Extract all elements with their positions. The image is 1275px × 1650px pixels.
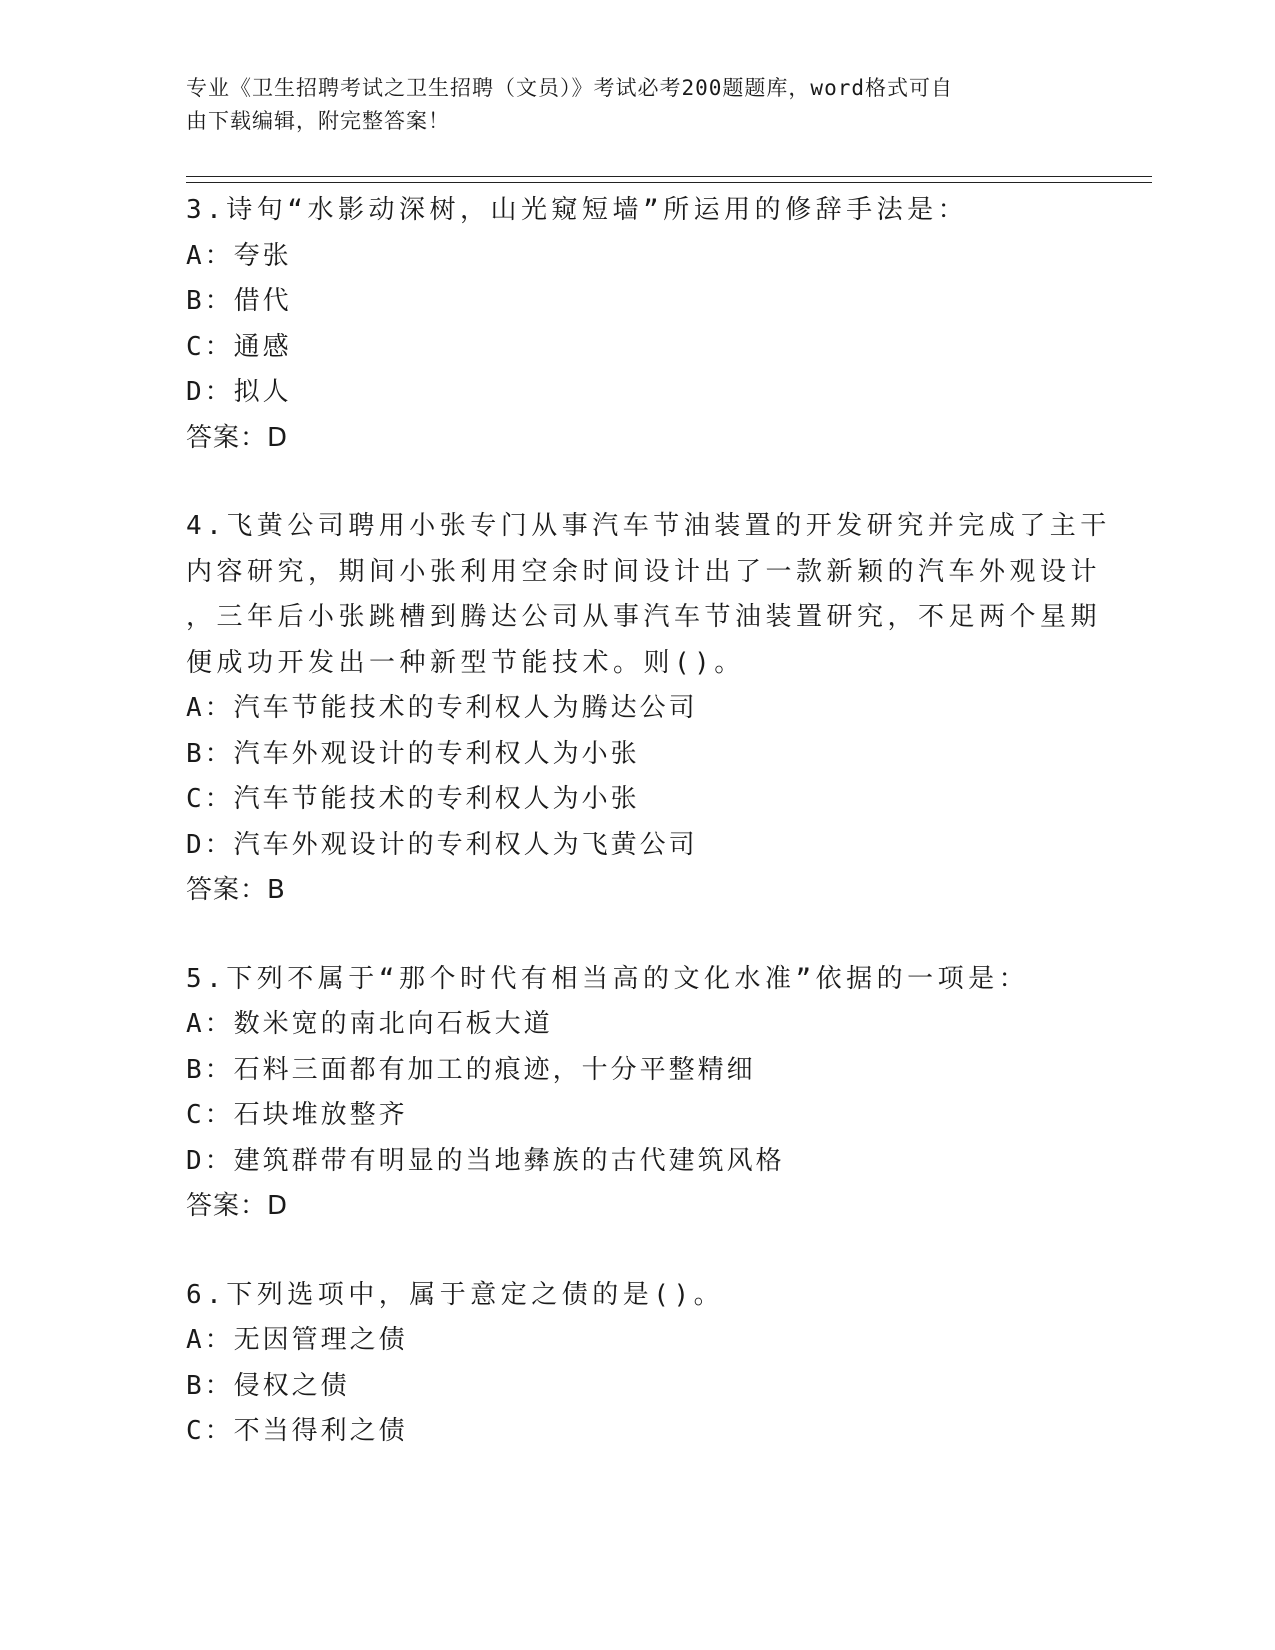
option-c: C：通感	[186, 331, 292, 362]
question-4	[186, 504, 1111, 914]
question-6	[186, 1273, 1086, 1455]
option-b: B：汽车外观设计的专利权人为小张	[186, 738, 640, 769]
option-b: B：借代	[186, 286, 292, 316]
question-text	[186, 504, 1111, 686]
question-line: 6.下列选项中，属于意定之债的是()。	[186, 1279, 725, 1310]
header-divider-bottom	[186, 182, 1152, 183]
answer-line: 答案：B	[186, 875, 286, 905]
question-5	[186, 957, 1086, 1230]
question-text	[186, 188, 1086, 234]
spacer	[186, 461, 1086, 504]
option-b: B：侵权之债	[186, 1370, 350, 1401]
option-d: D：建筑群带有明显的当地彝族的古代建筑风格	[186, 1145, 785, 1176]
option-a: A：夸张	[186, 240, 292, 271]
question-line: 3.诗句“水影动深树，山光窥短墙”所运用的修辞手法是：	[186, 195, 969, 225]
header-line-1: 专业《卫生招聘考试之卫生招聘（文员）》考试必考200题题库，word格式可自	[186, 76, 953, 100]
option-c: C：不当得利之债	[186, 1416, 408, 1446]
spacer	[186, 914, 1086, 957]
option-a: A：无因管理之债	[186, 1325, 408, 1355]
option-c: C：汽车节能技术的专利权人为小张	[186, 784, 640, 814]
option-d: D：汽车外观设计的专利权人为飞黄公司	[186, 829, 698, 860]
question-3	[186, 188, 1086, 461]
option-a: A：数米宽的南北向石板大道	[186, 1009, 553, 1039]
question-line: ，三年后小张跳槽到腾达公司从事汽车节油装置研究，不足两个星期	[186, 602, 1102, 632]
option-b: B：石料三面都有加工的痕迹，十分平整精细	[186, 1054, 756, 1085]
option-c: C：石块堆放整齐	[186, 1100, 408, 1130]
question-list	[186, 188, 1111, 1455]
question-line: 5.下列不属于“那个时代有相当高的文化水准”依据的一项是：	[186, 963, 1030, 994]
question-text	[186, 1273, 1086, 1319]
header-divider-top	[186, 176, 1152, 177]
option-a: A：汽车节能技术的专利权人为腾达公司	[186, 693, 698, 723]
spacer	[186, 1230, 1086, 1273]
header-line-2: 由下载编辑，附完整答案！	[186, 109, 450, 133]
question-line: 内容研究，期间小张利用空余时间设计出了一款新颖的汽车外观设计	[186, 556, 1102, 587]
answer-line: 答案：D	[186, 1191, 289, 1221]
question-line: 4.飞黄公司聘用小张专门从事汽车节油装置的开发研究并完成了主干	[186, 511, 1111, 541]
question-text	[186, 957, 1086, 1003]
question-line: 便成功开发出一种新型节能技术。则()。	[186, 647, 745, 678]
document-header	[186, 72, 1066, 138]
option-d: D：拟人	[186, 377, 292, 407]
answer-line: 答案：D	[186, 422, 289, 453]
